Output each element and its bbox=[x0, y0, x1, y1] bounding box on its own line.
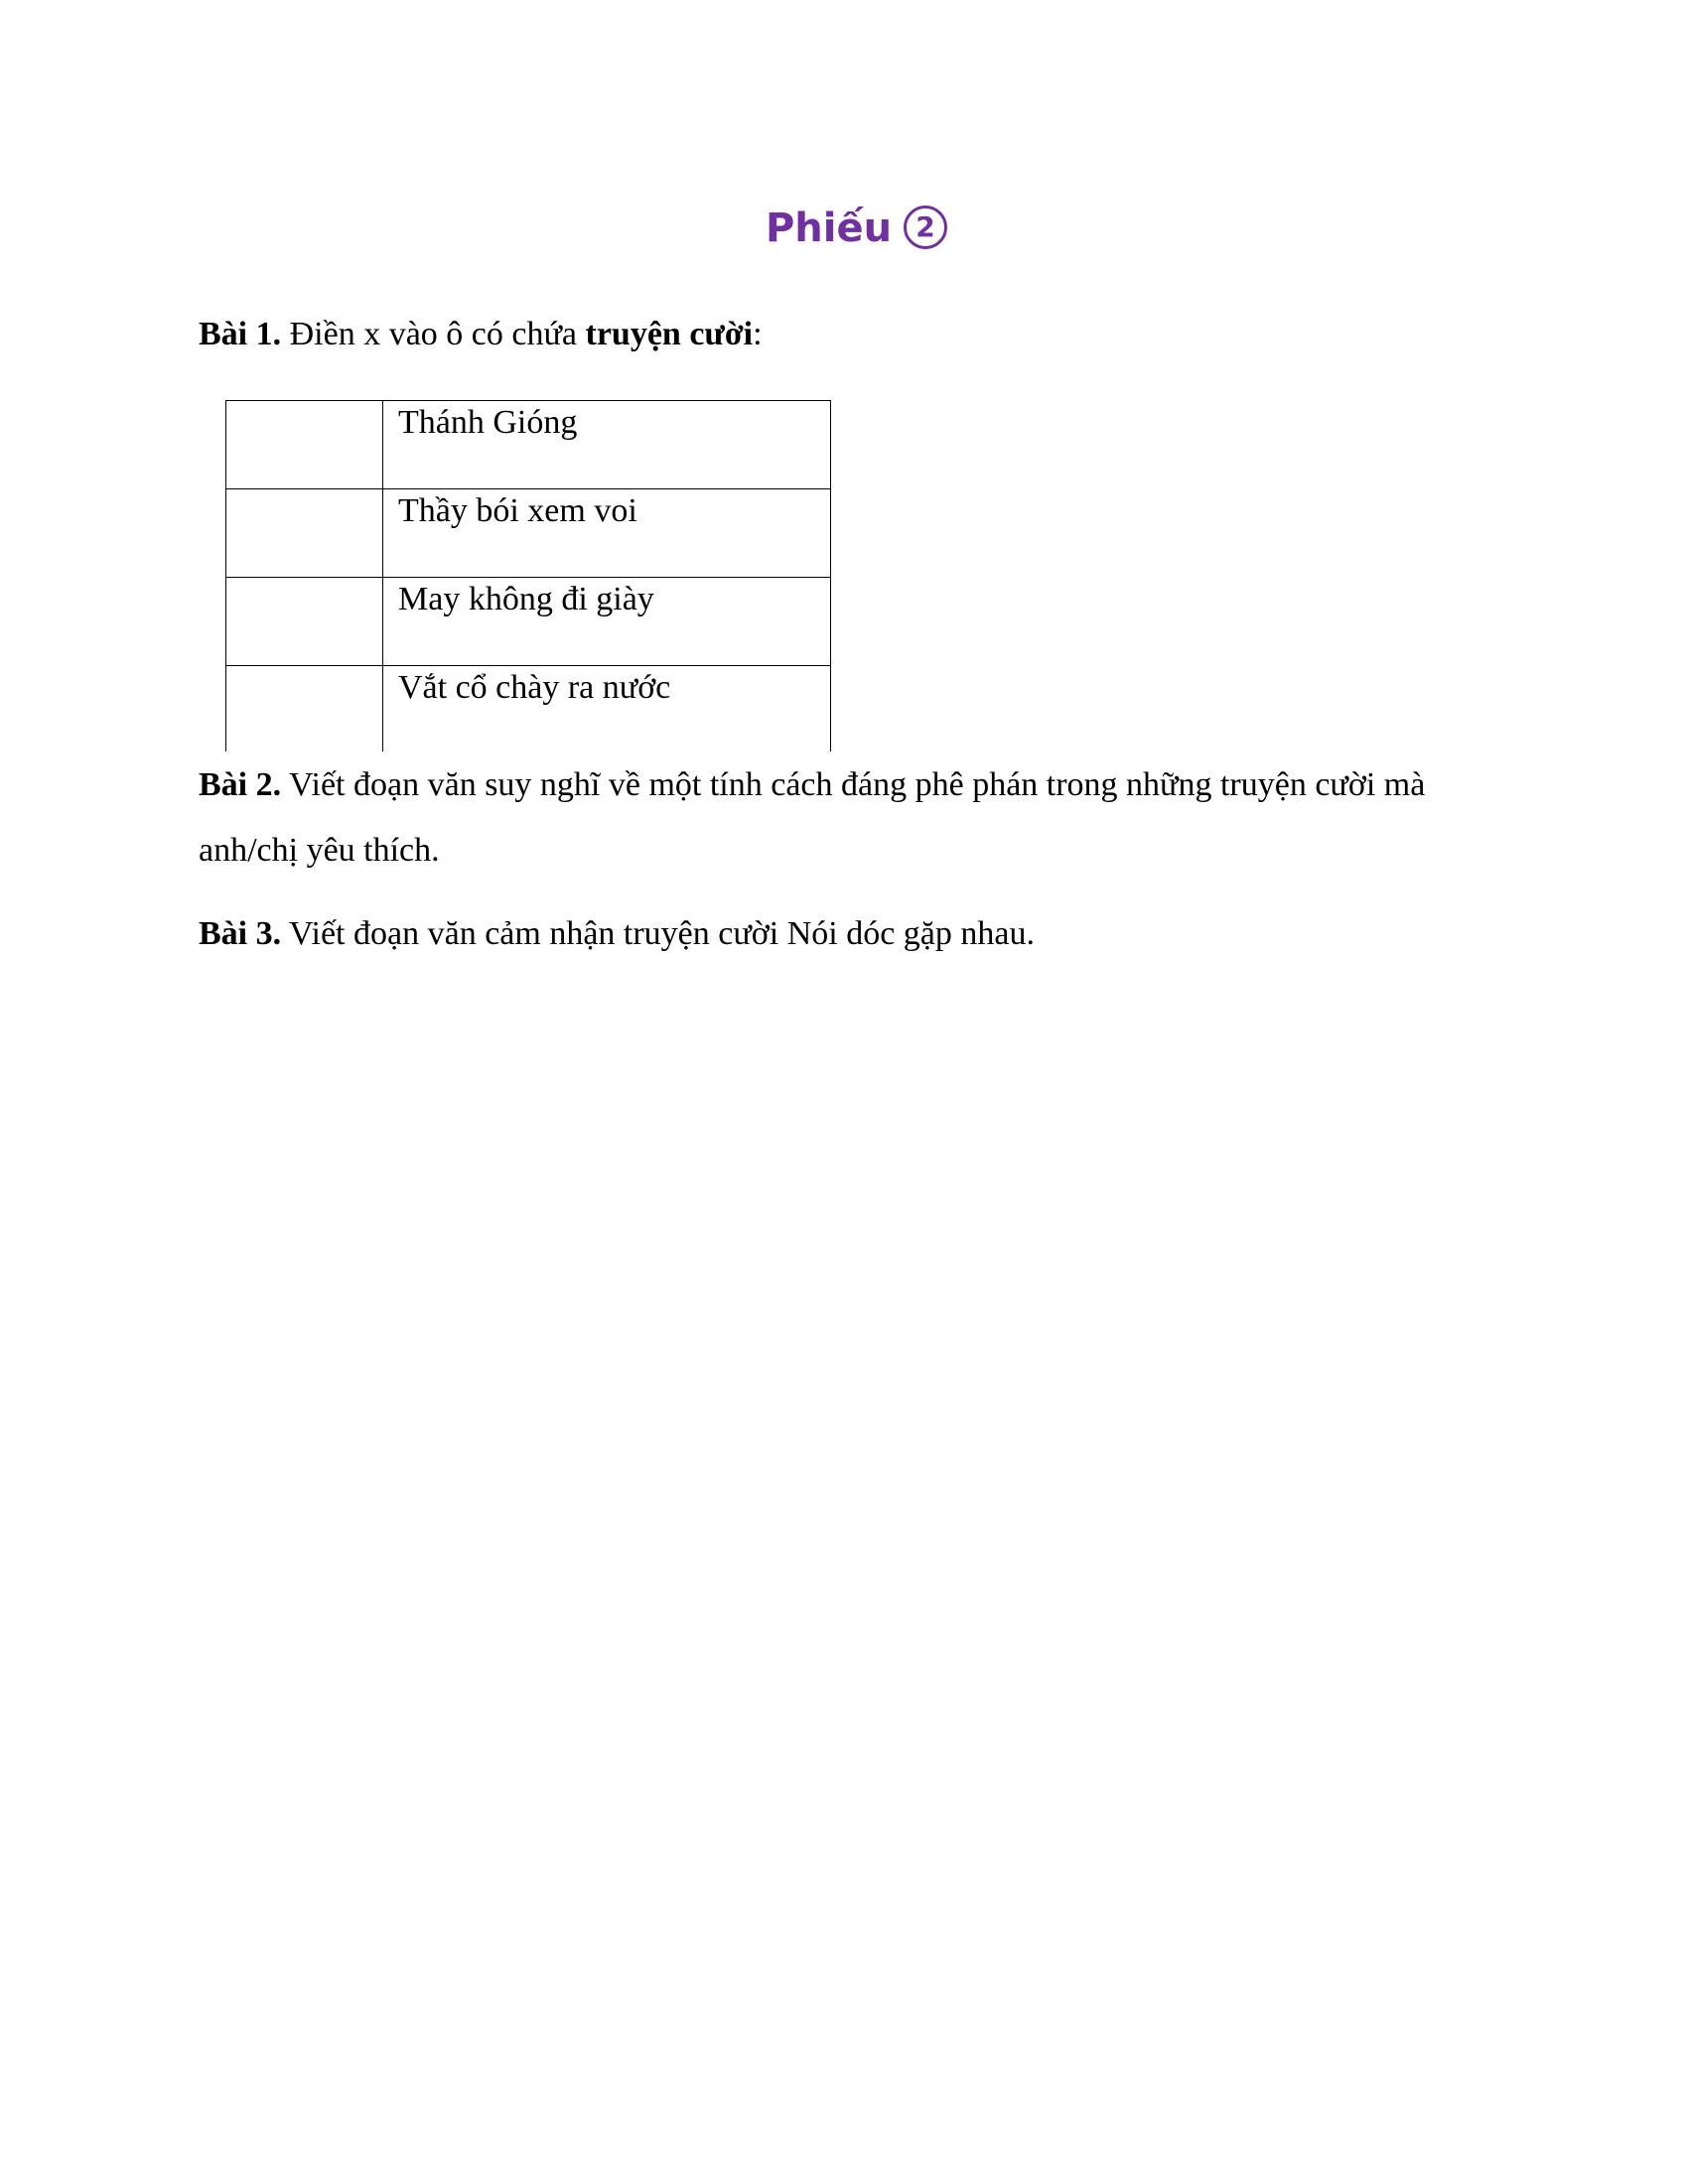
worksheet-title bbox=[0, 199, 1688, 258]
exercise-2-prompt bbox=[199, 752, 1509, 884]
table-row bbox=[226, 489, 831, 578]
checkbox-cell[interactable] bbox=[226, 489, 383, 578]
exercise-1-label: Bài 1. bbox=[199, 316, 282, 352]
exercise-1-text: Điền x vào ô có chứa bbox=[281, 316, 586, 352]
checkbox-cell[interactable] bbox=[226, 401, 383, 489]
story-name: Vắt cổ chày ra nước bbox=[383, 666, 831, 752]
exercise-2-label: Bài 2. bbox=[199, 766, 282, 803]
exercise-1-colon: : bbox=[753, 316, 763, 352]
exercise-3-label: Bài 3. bbox=[199, 915, 282, 952]
exercise-3-prompt bbox=[199, 901, 1509, 967]
table-row bbox=[226, 401, 831, 489]
checkbox-cell[interactable] bbox=[226, 578, 383, 666]
table-row bbox=[226, 666, 831, 752]
table-row bbox=[226, 578, 831, 666]
story-name: Thầy bói xem voi bbox=[383, 489, 831, 578]
exercise-1-prompt bbox=[199, 302, 1509, 367]
story-selection-table bbox=[225, 400, 831, 751]
exercise-3-text: Viết đoạn văn cảm nhận truyện cười Nói dóc gặp nhau. bbox=[281, 915, 1035, 952]
exercise-2-text: Viết đoạn văn suy nghĩ về một tính cách đáng phê phán trong những truyện cười mà anh/chị yêu thích. bbox=[199, 766, 1426, 869]
title-text: Phiếu bbox=[765, 205, 893, 251]
story-name: May không đi giày bbox=[383, 578, 831, 666]
story-name: Thánh Gióng bbox=[383, 401, 831, 489]
checkbox-cell[interactable] bbox=[226, 666, 383, 752]
title-number-badge: 2 bbox=[904, 205, 947, 249]
exercise-1-emphasis: truyện cười bbox=[585, 316, 754, 352]
